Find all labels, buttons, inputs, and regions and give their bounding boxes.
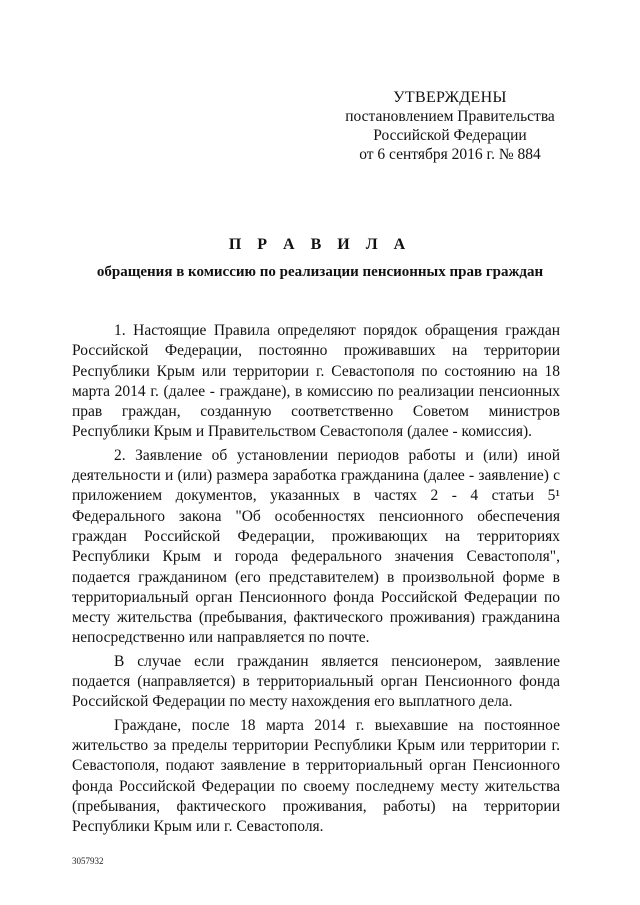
approval-stamp: [330, 88, 570, 164]
document-number: 3057932: [72, 856, 104, 866]
document-title: П Р А В И Л А: [228, 236, 412, 253]
paragraph-4: Граждане, после 18 марта 2014 г. выехавшие на постоянное жительство за пределы территории Республики Крым или территории г. Севастополя, подают заявление в территориальный орган Пенсионного фонда Российской Федерации по своему последнему месту жительства (пребывания, фактического проживания, работы) на территории Республики Крым или г. Севастополя.: [72, 716, 560, 836]
approval-heading: УТВЕРЖДЕНЫ: [393, 89, 507, 106]
document-subtitle: обращения в комиссию по реализации пенсионных прав граждан: [96, 264, 544, 280]
paragraph-1: 1. Настоящие Правила определяют порядок обращения граждан Российской Федерации, постоянно проживавших на территории Республики Крым или территории г. Севастополя по состоянию на 18 марта 2014 г. (далее - граждане), в комиссию по реализации пенсионных прав граждан, созданную соответственно Советом министров Республики Крым и Правительством Севастополя (далее - комиссия).: [72, 322, 560, 441]
document-body: [72, 321, 560, 840]
approval-line-2: Российской Федерации: [373, 127, 527, 144]
approval-line-3: от 6 сентября 2016 г. № 884: [359, 146, 541, 163]
approval-line-1: постановлением Правительства: [345, 108, 555, 125]
paragraph-2: 2. Заявление об установлении периодов работы и (или) иной деятельности и (или) размера заработка гражданина (далее - заявление) с приложением документов, указанных в частях 2 - 4 статьи 5¹ Федерального закона "Об особенностях пенсионного обеспечения граждан Российской Федерации, проживающих на территориях Республики Крым и города федерального значения Севастополя", подается гражданином (его представителем) в произвольной форме в территориальный орган Пенсионного фонда Российской Федерации по месту жительства (пребывания, фактического проживания) гражданина непосредственно или направляется по почте.: [72, 446, 560, 647]
paragraph-3: В случае если гражданин является пенсионером, заявление подается (направляется) в территориальный орган Пенсионного фонда Российской Федерации по месту нахождения его выплатного дела.: [72, 652, 560, 711]
